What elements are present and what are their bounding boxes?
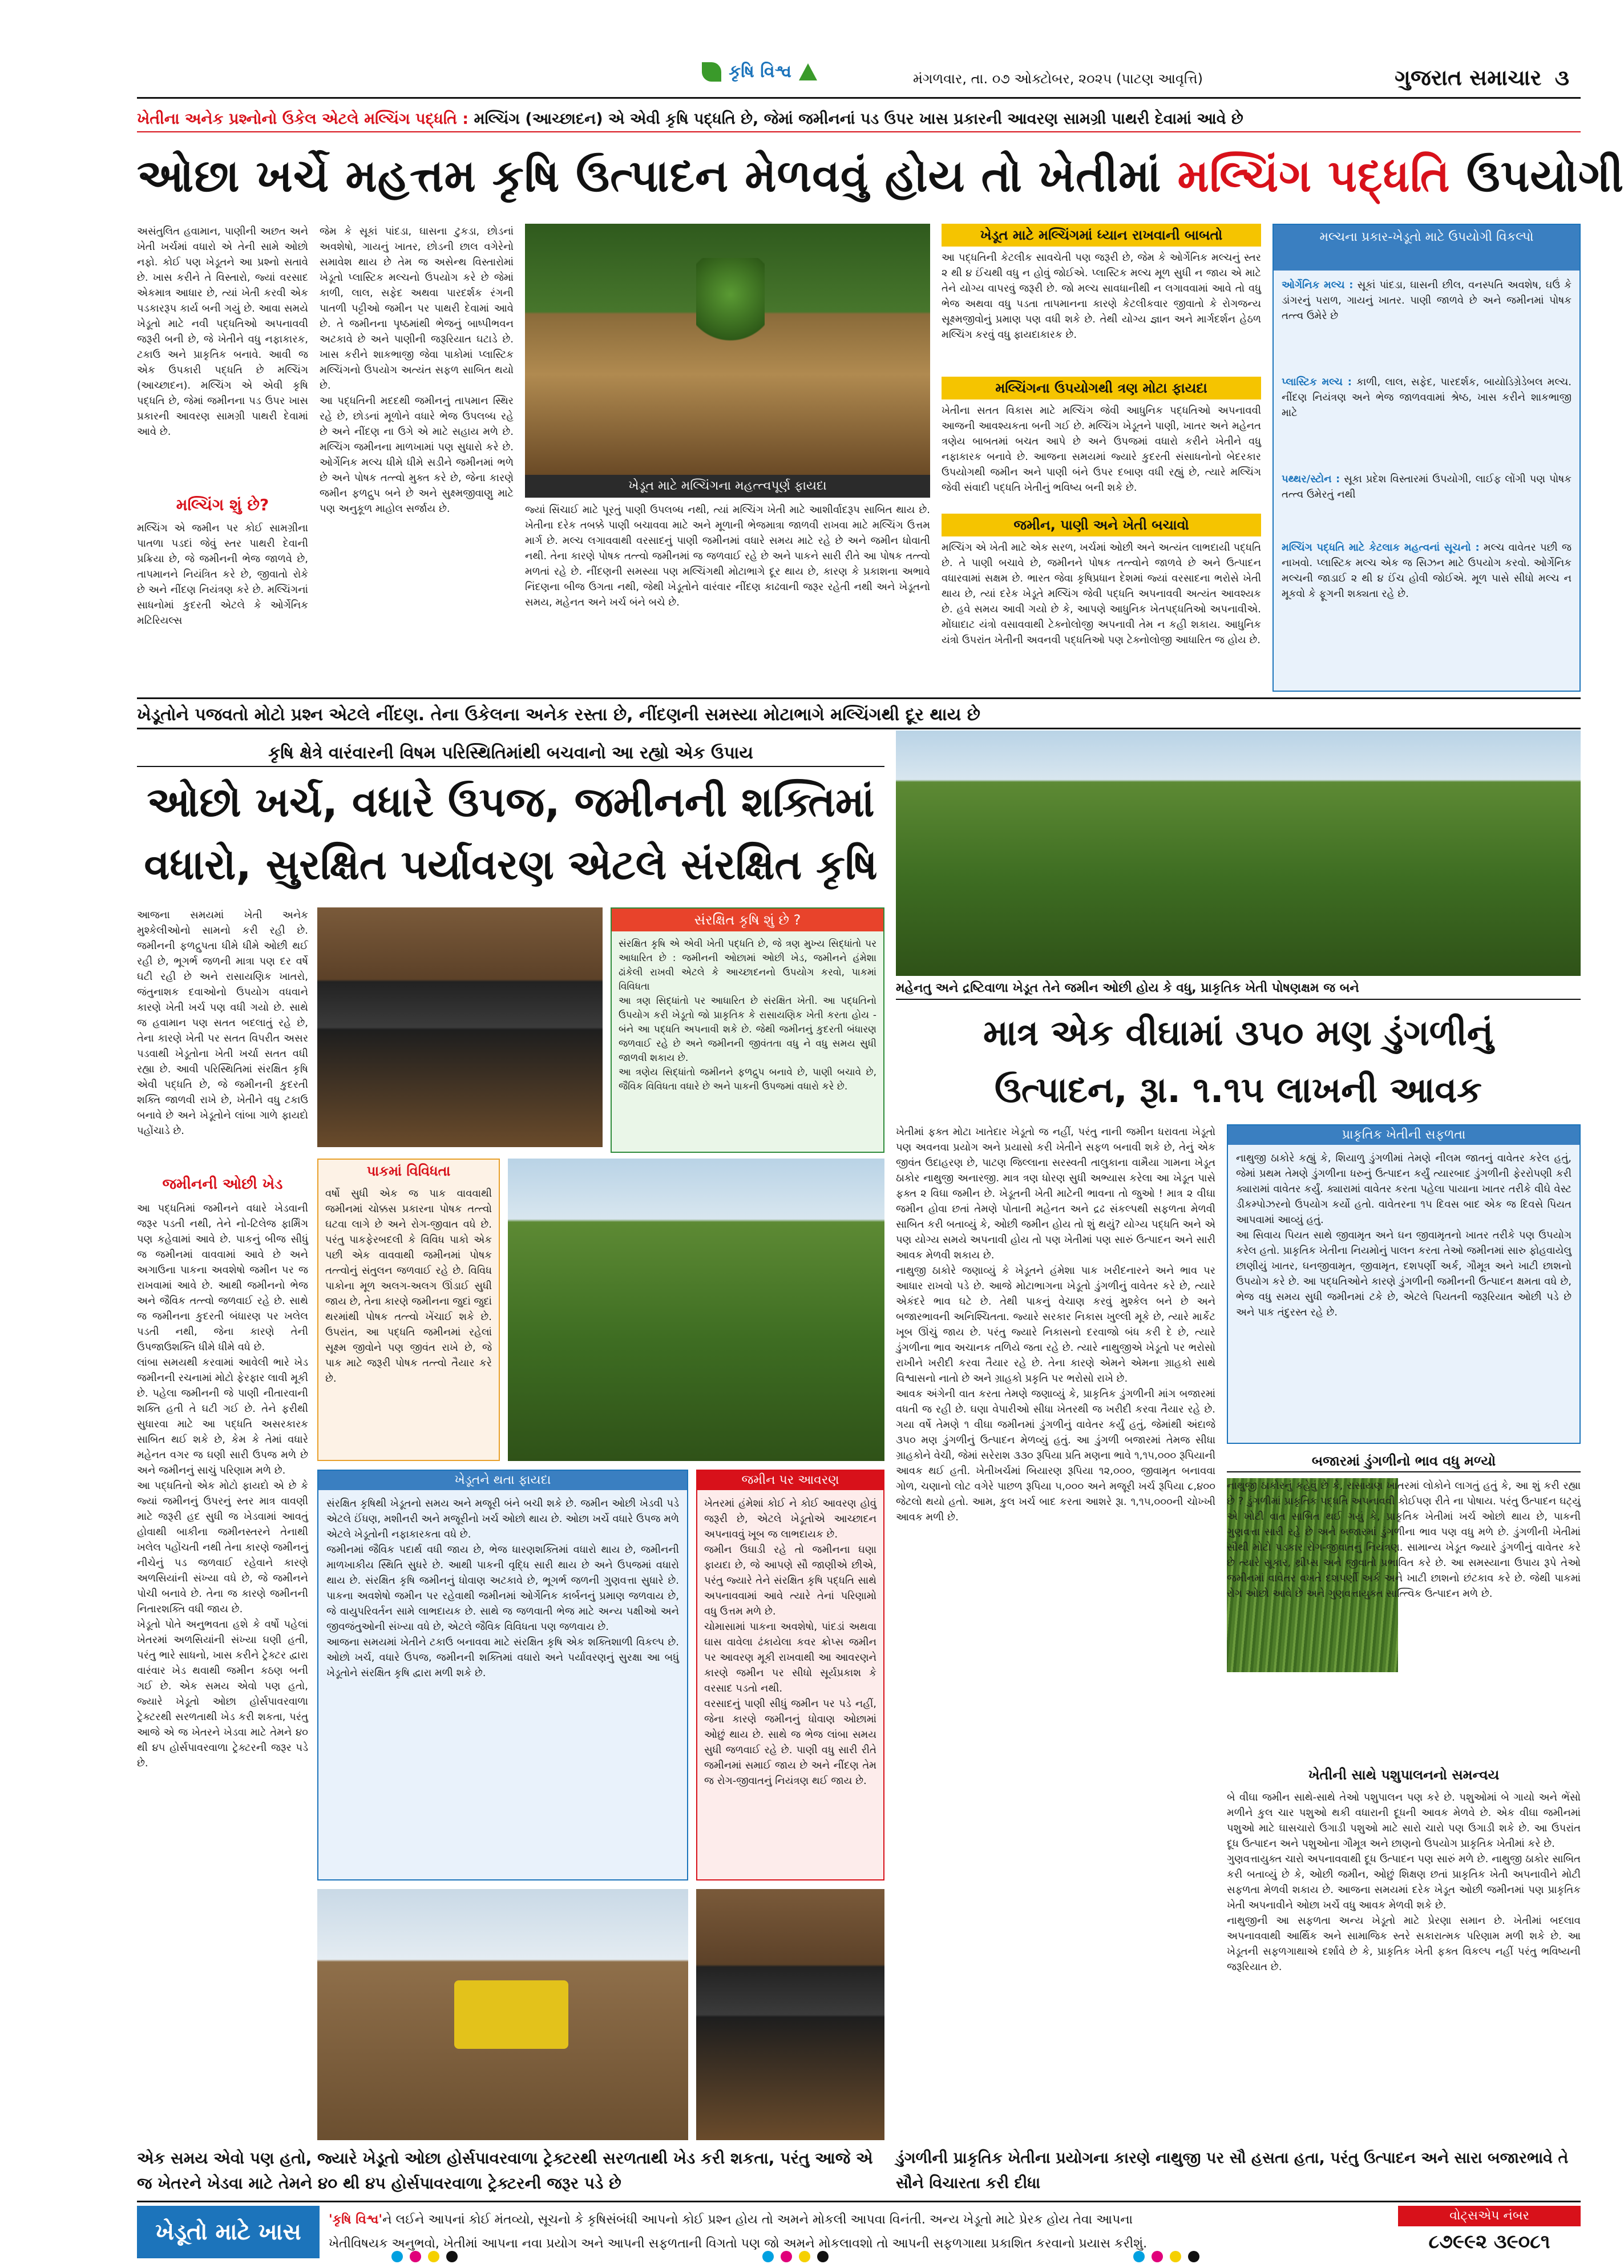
story1-below-photo: જ્યાં સિંચાઈ માટે પૂરતું પાણી ઉપલબ્ધ નથી, ત્યાં મલ્ચિંગ ખેતી માટે આશીર્વાદરૂપ સાબિત થાય છે. ખેતીના દરેક તબક્કે પાણી બચાવવા માટે અને મૂળાની ભેજમાત્રા જાળવી રાખવા માટે મલ્ચિંગ ઉત્તમ માર્ગ છે. મલ્ચ લગાવવાથી વરસાદનું પાણી જમીનમાં વધારે સમય માટે રહે છે અને જમીન ધોવાતી નથી. તેના કારણે પોષક તત્ત્વો જમીનમાં જ જળવાઈ રહે છે અને પાકને સારી રીતે આ પોષક તત્ત્વો મળતાં રહે છે. નીંદણની સમસ્યા પણ મલ્ચિંગથી મોટાભાગે દૂર થાય છે, કારણ કે પ્રકાશના અભાવે નિંદણના બીજ ઉગતા નથી, જેથી ખેડૂતોને વારંવાર નીંદણ કાઢવાની જરૂર રહેતી નથી અને ખેડૂતનો સમય, મહેનત અને ખર્ચ બંને બચે છે. [525, 504, 930, 608]
sidebar-item-plastic [1282, 374, 1572, 466]
magenta-dot [1152, 2251, 1163, 2262]
tractor-photo [317, 1889, 688, 2140]
box-crop-diversity-text: વર્ષો સુધી એક જ પાક વાવવાથી જમીનમાં ચોક્કસ પ્રકારના પોષક તત્ત્વો ઘટવા લાગે છે અને રોગ-જીવાત વધે છે. પરંતુ પાકફેરબદલી કે વિવિધ પાકો એક પછી એક વાવવાથી જમીનમાં પોષક તત્ત્વોનું સંતુલન જળવાઈ રહે છે. વિવિધ પાકોના મૂળ અલગ-અલગ ઊંડાઈ સુધી જાય છે, તેના કારણે જમીનના જુદાં જુદાં થરમાંથી પોષક તત્ત્વો ખેંચાઈ શકે છે. ઉપરાંત, આ પદ્ધતિ જમીનમાં રહેલાં સૂક્ષ્મ જીવોને પણ જીવંત રાખે છે, જે પાક માટે જરૂરી પોષક તત્ત્વો તૈયાર કરે છે. [325, 1188, 492, 1385]
footer-line2: ખેતીવિષયક અનુભવો, ખેતીમાં આપના નવા પ્રયોગ અને આપની સફળતાની વિગતો પણ જો અમને મોકલાવશો તો આપની સફળગાથા પ્રકાશિત કરવાનો પ્રયાસ કરીશું. [329, 2237, 1148, 2251]
story1-bar2: મલ્ચિંગના ઉપયોગથી ત્રણ મોટા ફાયદા [942, 377, 1261, 399]
yellow-dot [1170, 2251, 1181, 2262]
box-market-price-text: નાથુજી ઠાકોરનું કહેવું છે કે, રાસાયણ ખાતરમાં લોકોને લાગતું હતું કે, આ શું કરી રહ્યા છે ? ડુંગળીમાં પ્રાકૃતિક પદ્ધતિ અપનાવવી કોઈપણ રીતે ના પોષાય. પરંતુ ઉત્પાદન ઘટ્યું એ ખોટી વાત સાબિત થઈ ગયું કે, પ્રાકૃતિક ખેતીમાં ખર્ચ ઓછો થાય છે, પાકની ગુણવત્તા સારી રહે છે અને બજારમાં ડુંગળીના ભાવ પણ વધુ મળે છે. ડુંગળીની ખેતીમાં સૌથી મોટો પડકાર રોગ-જીવાતનું નિયંત્રણ. સામાન્ય ખેડૂત જ્યારે ડુંગળીનું વાવેતર કરે છે ત્યારે સૂકાર, થ્રીપ્સ અને જીવાતો પ્રભાવિત કરે છે. આ સમસ્યાના ઉપાય રૂપે તેઓ જમીનમાં વાવેતર વખતે દશપર્ણી અર્ક અને ખાટી છાશનો છંટકાવ કરે છે. જેથી પાકમાં રોગ ઓછો આવે છે અને ગુણવત્તાયુક્ત સાત્ત્વિક ઉત્પાદન મળે છે. [1227, 1480, 1581, 1600]
box-natural-success-title: પ્રાકૃતિક ખેતીની સફળતા [1228, 1125, 1579, 1145]
tractor-shape [454, 1980, 568, 2049]
plastic-mulch-photo [317, 907, 603, 1147]
page-number: ૩ [1554, 65, 1569, 90]
story2-col1b: આ પદ્ધતિમાં જમીનને વધારે ખેડવાની જરૂર પડતી નથી, તેને નો-ટિલેજ ફાર્મિંગ પણ કહેવામાં આવે છે. પાકનું બીજ સીધું જ જમીનમાં વાવવામાં આવે છે અને અગાઉના પાકના અવશેષો જમીન પર જ રાખવામાં આવે છે. આથી જમીનનો ભેજ અને જૈવિક તત્ત્વો જળવાઈ રહે છે. સાથે જ જમીનના કુદરતી બંધારણ પર ખલેલ પડતી નથી, જેના કારણે તેની ઉપજાઉશક્તિ ધીમે ધીમે વધે છે. લાંબા સમયથી કરવામાં આવેલી ભારે ખેડ જમીનની રચનામાં મોટો ફેરફાર લાવી મૂકી છે. પહેલા જમીનની જે પાણી નીતારવાની શક્તિ હતી તે ઘટી ગઈ છે. તેને ફરીથી સુધારવા માટે આ પદ્ધતિ અસરકારક સાબિત થઈ શકે છે, કેમ કે તેમાં વધારે મહેનત વગર જ ઘણી સારી ઉપજ મળે છે અને જમીનનું સાચું પરિણામ મળે છે. આ પદ્ધતિનો એક મોટો ફાયદો એ છે કે જ્યાં જમીનનું ઉપરનું સ્તર માત્ર વાવણી માટે જરૂરી હદ સુધી જ ખેડવામાં આવતું હોવાથી બાકીના જમીનસ્તરને તેનાથી ખલેલ પહોંચતી નથી તેના કારણે જમીનનું નીચેનું પડ જળવાઈ રહેવાને કારણે અળસિયાંની સંખ્યા વધે છે, જે જમીનને પોચી બનાવે છે. તેના જ કારણે જમીનની નિતારશક્તિ વધી જાય છે. ખેડૂતો પોતે અનુભવતા હશે કે વર્ષો પહેલાં ખેતરમાં અળસિયાંની સંખ્યા ઘણી હતી, પરંતુ ભારે સાધનો, ખાસ કરીને ટ્રેક્ટર દ્વારા વારંવાર ખેડ થવાથી જમીન કઠણ બની ગઈ છે. એક સમય એવો પણ હતો, જ્યારે ખેડૂતો ઓછા હોર્સપાવરવાળા ટ્રેક્ટરથી સરળતાથી ખેડ કરી શકતા, પરંતુ આજે એ જ ખેતરને ખેડવા માટે તેમને ૪૦ થી ૪૫ હોર્સપાવરવાળા ટ્રેક્ટરની જરૂર પડે છે. [137, 1202, 308, 1769]
magenta-dot [781, 2251, 792, 2262]
headline-part1: ઓછા ખર્ચે મહત્તમ કૃષિ ઉત્પાદન મેળવવું હોય તો ખેતીમાં [137, 151, 1178, 202]
story1-bar3-text: મલ્ચિંગ એ ખેતી માટે એક સરળ, ખર્ચમાં ઓછી અને અત્યંત લાભદાયી પદ્ધતિ છે. તે પાણી બચાવે છે, જમીનને પોષક તત્ત્વોને જાળવે છે અને ઉત્પાદન વધારવામાં સક્ષમ છે. ભારત જેવા કૃષિપ્રધાન દેશમાં જ્યાં વરસાદના ભરોસે ખેતી થાય છે, ત્યાં દરેક ખેડૂતે મલ્ચિંગ જેવી પદ્ધતિ અપનાવવી અત્યંત આવશ્યક છે. હવે સમય આવી ગયો છે કે, આપણે આધુનિક ખેતપદ્ધતિઓ અપનાવીએ. મોંઘાદાટ યંત્રો વસાવવાથી ટેક્નોલોજી અપનાવી તેમ ન કહી શકાય. આધુનિક યંત્રો ઉપરાંત ખેતીની અવનવી પદ્ધતિઓ પણ ટેક્નોલોજી આધારિત જ હોય છે. [942, 542, 1261, 646]
story2-sub1: જમીનની ઓછી ખેડ [162, 1176, 283, 1193]
box-market-price-title: બજારમાં ડુંગળીનો ભાવ વધુ મળ્યો [1227, 1450, 1581, 1472]
cyan-dot [762, 2251, 774, 2262]
headline-mulching [137, 139, 1624, 213]
reg-mark-left [388, 2251, 468, 2266]
header-rule [137, 97, 1581, 99]
story1-bar2-text: ખેતીના સતત વિકાસ માટે મલ્ચિંગ જેવી આધુનિક પદ્ધતિઓ અપનાવવી આજની આવશ્યકતા બની ગઈ છે. મલ્ચિંગ ખેડૂતને પાણી, ખાતર અને મહેનત ત્રણેય બાબતમાં બચત આપે છે અને ઉપજમાં વધારો કરીને ખેતીને વધુ નફાકારક બનાવે છે. આજના સમયમાં જ્યારે કુદરતી સંસાધનોનો બેદરકાર ઉપયોગથી જમીન અને પાણી બંને ઉપર દબાણ વધી રહ્યું છે, ત્યારે મલ્ચિંગ જેવી સંવાદી પદ્ધતિ ખેતીનું ભવિષ્ય બની શકે છે. [942, 405, 1261, 494]
box-land-cover-text: ખેતરમાં હંમેશાં કોઈ ને કોઈ આવરણ હોવું જરૂરી છે, એટલે ખેડૂતોએ આચ્છાદન અપનાવવું ખૂબ જ લાભદાયક છે. જમીન ઉઘાડી રહે તો જમીનના ઘણા ફાયદા છે, જે આપણે સૌ જાણીએ છીએ, પરંતુ જ્યારે તેને સંરક્ષિત કૃષિ પદ્ધતિ સાથે અપનાવવામાં આવે ત્યારે તેનાં પરિણામો વધુ ઉત્તમ મળે છે. ચોમાસામાં પાકના અવશેષો, પાંદડાં અથવા ઘાસ વાવેલા ઢંકાયેલા કવર ક્રોપ્સ જમીન પર આવરણ મૂકી રાખવાથી આ આવરણને કારણે જમીન પર સીધો સૂર્યપ્રકાશ કે વરસાદ પડતો નથી. વરસાદનું પાણી સીધું જમીન પર પડે નહીં, જેના કારણે જમીનનું ધોવાણ ઓછામાં ઓછું થાય છે. સાથે જ ભેજ લાંબા સમય સુધી જળવાઈ રહે છે. પાણી વધુ સારી રીતે જમીનમાં સમાઈ જાય છે અને નીંદણ તેમ જ રોગ-જીવાતનું નિયંત્રણ થઈ જાય છે. [704, 1498, 876, 1787]
organic-label: ઓર્ગેનિક મલ્ચ : [1282, 279, 1354, 291]
story1-bar1: ખેડૂત માટે મલ્ચિંગમાં ધ્યાન રાખવાની બાબતો [942, 224, 1261, 247]
black-dot [1188, 2251, 1199, 2262]
box-land-cover [696, 1470, 884, 1880]
plastic-rows-photo [696, 1889, 884, 2140]
page-header [0, 0, 1598, 103]
story3-headline-1: માત્ર એક વીઘામાં ૩૫૦ મણ ડુંગળીનું [983, 1012, 1493, 1054]
footer-quote: 'કૃષિ વિશ્વ' [329, 2213, 383, 2227]
footer-label: ખેડૂતો માટે ખાસ [137, 2206, 320, 2258]
cyan-dot [391, 2251, 403, 2262]
top-strip [137, 106, 1581, 132]
plastic-label: પ્લાસ્ટિક મલ્ચ : [1282, 376, 1352, 388]
box-what-is-text: સંરક્ષિત કૃષિ એ એવી ખેતી પદ્ધતિ છે, જે ત્રણ મુખ્ય સિદ્ધાંતો પર આધારિત છે : જમીનની ઓછામાં ઓછી ખેડ, જમીનને હંમેશા ઢાંકેલી રાખવી એટલે કે આચ્છાદનનો ઉપયોગ કરવો, પાકમાં વિવિધતા આ ત્રણ સિદ્ધાંતો પર આધારિત છે સંરક્ષિત ખેતી. આ પદ્ધતિનો ઉપયોગ કરી ખેડૂતો જો પ્રાકૃતિક કે રાસાયણિક ખેતી કરતા હોય - બંને આ પદ્ધતિ અપનાવી શકે છે. જેથી જમીનનું કુદરતી બંધારણ જળવાઈ રહે છે અને જમીનની જીવંતતા વધુ ને વધુ સમય સુધી જાળવી શકાય છે. આ ત્રણેય સિદ્ધાંતો જમીનને ફળદ્રુપ બનાવે છે, પાણી બચાવે છે, જૈવિક વિવિધતા વધારે છે અને પાકની ઉપજમાં વધારો કરે છે. [619, 938, 876, 1092]
paper-name [1312, 60, 1569, 95]
box-natural-success-text: નાથુજી ઠાકોરે કહ્યું કે, શિયાળુ ડુંગળીમાં તેમણે નીલમ જાતનું વાવેતર કરેલ હતું, જેમાં પ્રથમ તેમણે ડુંગળીના ધરુનું ઉત્પાદન કર્યું ત્યારબાદ ડુંગળીની ફેરરોપણી કરી ક્યારામાં વાવેતર કર્યું. ક્યારામાં વાવેતર કરતા પહેલા પાયાના ખાતર તરીકે વીઘે વેસ્ટ ડીકમ્પોઝરનો ઉપયોગ કર્યો હતો. વાવેતરના ૧૫ દિવસ બાદ એક જ દિવસે પિયત આપવામાં આવ્યું હતું. આ સિવાય પિયત સાથે જીવામૃત અને ઘન જીવામૃતનો ખાતર તરીકે પણ ઉપયોગ કરેલ હતો. પ્રાકૃતિક ખેતીના નિયમોનું પાલન કરતા તેઓ જમીનમાં સારુ ફોહવાયેલુ છાણીયું ખાતર, ઘનજીવામૃત, જીવામૃત, દશપર્ણી અર્ક, ગૌમૂત્ર અને ખાટી છાશનો ઉપયોગ કરે છે. આ પદ્ધતિઓને કારણે ડુંગળીની જમીનની ઉત્પાદન ક્ષમતા વધે છે, ભેજ વધુ સમય સુધી જમીનમાં ટકે છે, એટલે પિયતની જરૂરિયાત ઓછી પડે છે અને પાક તંદુરસ્ત રહે છે. [1236, 1152, 1572, 1318]
story1-subhead: મલ્ચિંગ શું છે? [176, 495, 269, 514]
sidebar-title: મલ્ચના પ્રકાર-ખેડૂતો માટે ઉપયોગી વિકલ્પો [1274, 225, 1579, 271]
stone-text: સૂકા પ્રદેશ વિસ્તારમાં ઉપયોગી, લાઈફ લોંગી પણ પોષક તત્ત્વ ઉમેરતું નથી [1282, 473, 1572, 501]
box-what-is-title: સંરક્ષિત કૃષિ શું છે ? [612, 909, 883, 931]
box-crop-diversity [317, 1159, 500, 1461]
headline-part2: ઉપયોગી [1450, 151, 1624, 202]
story1-col2: જેમ કે સૂકાં પાંદડા, ઘાસના ટુકડા, છોડનાં અવશેષો, ગાયનું ખાતર, છોડની છાલ વગેરેનો સમાવેશ થાય છે તેમ જ અસેન્થ વિસ્તારોમાં ખેડૂતો પ્લાસ્ટિક મલ્ચનો ઉપયોગ કરે છે જેમાં કાળી, લાલ, સફેદ અથવા પારદર્શક રંગની પાતળી પટ્ટીઓ જમીન પર પાથરી દેવામાં આવે છે. તે જમીનના પૃષ્ઠમાંથી ભેજનું બાષ્પીભવન અટકાવે છે અને પાણીની જરૂરિયાત ઘટાડે છે. ખાસ કરીને શાકભાજી જેવા પાકોમાં પ્લાસ્ટિક મલ્ચિંગનો ઉપયોગ અત્યંત સફળ સાબિત થયો છે. આ પદ્ધતિની મદદથી જમીનનું તાપમાન સ્થિર રહે છે, છોડનાં મૂળોને વધારે ભેજ ઉપલબ્ધ રહે છે અને નીંદણ ના ઉગે એ માટે સહાય મળે છે. મલ્ચિંગ જમીનના માળખામાં પણ સુધારો કરે છે. ઓર્ગેનિક મલ્ચ ધીમે ધીમે સડીને જમીનમાં ભળે છે અને પોષક તત્ત્વો મુક્ત કરે છે, જેના કારણે જમીન ફળદ્રુપ બને છે અને સુક્ષ્મજીવાણુ માટે પણ અનુકૂળ માહોલ સર્જાય છે. [320, 225, 514, 515]
story2-kicker: કૃષિ ક્ષેત્રે વારંવારની વિષમ પરિસ્થિતિમાંથી બચવાનો આ રહ્યો એક ઉપાય [137, 740, 884, 767]
sidebar-tips [1282, 540, 1572, 686]
black-dot [817, 2251, 829, 2262]
box-land-cover-title: જમીન પર આવરણ [697, 1471, 883, 1490]
box-benefits-text: સંરક્ષિત કૃષિથી ખેડૂતનો સમય અને મજૂરી બંને બચી શકે છે. જમીન ઓછી ખેડવી પડે એટલે ઈંધણ, મશીનરી અને મજૂરીનો ખર્ચ ઓછો થાય છે. ઓછા ખર્ચે વધારે ઉપજ મળે એટલે ખેડૂતોની નફાકારકતા વધે છે. જમીનમાં જૈવિક પદાર્થ વધી જાય છે, ભેજ ધારણશક્તિમાં વધારો થાય છે, જમીનની માળખાકીય સ્થિતિ સુધરે છે. આથી પાકની વૃદ્ધિ સારી થાય છે અને ઉપજમાં વધારો થાય છે. સંરક્ષિત કૃષિ જમીનનું ધોવાણ અટકાવે છે, ભૂગર્ભ જળની ગુણવત્તા સુધારે છે. પાકના અવશેષો જમીન પર રહેવાથી જમીનમાં ઓર્ગેનિક કાર્બનનું પ્રમાણ જળવાય છે, જે વાયુપરિવર્તન સામે લાભદાયક છે. સાથે જ જળવાતી ભેજ માટે અન્ય પક્ષીઓ અને જીવજંતુઓની સંખ્યા વધે છે, એટલે જૈવિક વિવિધતા પણ જળવાય છે. આજના સમયમાં ખેતીને ટકાઉ બનાવવા માટે સંરક્ષિત કૃષિ એક શક્તિશાળી વિકલ્પ છે. ઓછો ખર્ચ, વધારે ઉપજ, જમીનની શક્તિમાં વધારો અને પર્યાવરણનું સુરક્ષા આ બધું ખેડૂતોને સંરક્ષિત કૃષિ દ્વારા મળી શકે છે. [326, 1498, 679, 1679]
sidebar-mulch-types [1272, 224, 1581, 692]
footer-line1: ને લઈને આપનાં કોઈ મંતવ્યો, સૂચનો કે કૃષિસંબંધી આપનો કોઈ પ્રશ્ન હોય તો અમને મોકલી આપવા વિનંતી. અન્ય ખેડૂતો માટે પ્રેરક હોય તેવા આપના [382, 2213, 1133, 2227]
yellow-dot [799, 2251, 810, 2262]
story3-headline-2: ઉત્પાદન, રૂા. ૧.૧૫ લાખની આવક [995, 1069, 1482, 1111]
box-animal-husbandry-title: ખેતીની સાથે પશુપાલનનો સમન્વય [1308, 1767, 1500, 1783]
story2-banner: એક સમય એવો પણ હતો, જ્યારે ખેડૂતો ઓછા હોર્સપાવરવાળા ટ્રેક્ટરથી સરળતાથી ખેડ કરી શકતા, પરંતુ આજે એ જ ખેતરને ખેડવા માટે તેમને ૪૦ થી ૪૫ હોર્સપાવરવાળા ટ્રેક્ટરની જરૂર પડે છે [137, 2149, 873, 2193]
stone-label: પથ્થર/સ્ટોન : [1282, 473, 1340, 485]
story2-col1: આજના સમયમાં ખેતી અનેક મુશ્કેલીઓનો સામનો કરી રહી છે. જમીનની ફળદ્રુપતા ધીમે ધીમે ઓછી થઈ રહી છે, ભૂગર્ભ જળની માત્રા પણ દર વર્ષે ઘટી રહી છે અને રાસાયણિક ખાતરો, જંતુનાશક દવાઓનો ઉપયોગ વધવાને કારણે ખેતી ખર્ચ પણ વધી ગયો છે. સાથે જ હવામાન પણ સતત બદલાતું રહે છે, તેના કારણે ખેતી પર સતત વિપરીત અસર પડવાથી ખેડૂતોના ખેતી ખર્ચા સતત વધી રહ્યા છે. આવી પરિસ્થિતિમાં સંરક્ષિત કૃષિ એવી પદ્ધતિ છે, જે જમીનની કુદરતી શક્તિ જાળવી રાખે છે, ખેતીને વધુ ટકાઉ બનાવે છે અને ખેડૂતોને લાંબા ગાળે ફાયદો પહોંચાડે છે. [137, 909, 308, 1137]
reg-mark-right [1130, 2251, 1210, 2266]
story1-col1b: મલ્ચિંગ એ જમીન પર કોઈ સામગ્રીના પાતળા પડદાં જેવું સ્તર પાથરી દેવાની પ્રક્રિયા છે, જે જમીનની ભેજ જાળવે છે, તાપમાનને નિયંત્રિત કરે છે, જીવાતો રોકે છે અને નીંદણ નિયંત્રણ કરે છે. મલ્ચિંગનાં સાધનોમાં કુદરતી એટલે કે ઓર્ગેનિક મટિરિયલ્સ [137, 522, 308, 627]
story2-headline-2: વધારો, સુરક્ષિત પર્યાવરણ એટલે સંરક્ષિત કૃષિ [144, 841, 878, 889]
paper-name-text: ગુજરાત સમાચાર [1395, 65, 1542, 90]
headline-red: મલ્ચિંગ પદ્ધતિ [1177, 151, 1451, 202]
plant-shape [696, 258, 765, 349]
story2-headline-1: ઓછો ખર્ચ, વધારે ઉપજ, જમીનની શક્તિમાં [147, 778, 875, 826]
story1-bar3: જમીન, પાણી અને ખેતી બચાવો [942, 514, 1261, 536]
whatsapp-number: ૮૭૯૯૨ ૩૯૦૮૧ [1428, 2230, 1550, 2253]
reg-mark-middle [759, 2251, 839, 2266]
header-logo [702, 62, 867, 95]
box-benefits [317, 1470, 688, 1880]
tips-text: મલ્ચ વાવેતર પછી જ નાખવો. પ્લાસ્ટિક મલ્ચ એક જ સિઝન માટે ઉપયોગ કરવો. ઓર્ગેનિક મલ્ચની જાડાઈ ૨ થી ૪ ઈંચ હોવી જોઈએ. મૂળ પાસે સીધો મલ્ચ ન મૂકવો કે ફૂગની શક્યતા રહે છે. [1282, 542, 1572, 600]
black-dot [446, 2251, 458, 2262]
mulch-photo-caption: ખેડૂત માટે મલ્ચિંગના મહત્ત્વપૂર્ણ ફાયદા [525, 475, 930, 498]
box-natural-success [1227, 1124, 1581, 1444]
leaf-icon [702, 62, 721, 82]
tips-label: મલ્ચિંગ પદ્ધતિ માટે કેટલાક મહત્વનાં સૂચનો : [1282, 542, 1480, 554]
tree-icon [799, 63, 817, 80]
top-strip-text: મલ્ચિંગ (આચ્છાદન) એ એવી કૃષિ પદ્ધતિ છે, જેમાં જમીનનાં પડ ઉપર ખાસ પ્રકારની આવરણ સામગ્રી પાથરી દેવામાં આવે છે [468, 110, 1243, 128]
story1-col1: અસંતુલિત હવામાન, પાણીની અછત અને ખેતી ખર્ચમાં વધારો એ તેની સામે ઓછો નફો. કોઈ પણ ખેડૂતને આ પ્રશ્નો સતાવે છે. ખાસ કરીને તે વિસ્તારો, જ્યાં વરસાદ એકમાત્ર આધાર છે, ત્યાં ખેતી કરવી એક પડકારરૂપ કાર્ય બની ગયું છે. આવા સમયે ખેડૂતો માટે નવી પદ્ધતિઓ અપનાવવી જરૂરી બની છે, જે ખેતીને વધુ નફાકારક, ટકાઉ અને પ્રાકૃતિક બનાવે. આવી જ એક ઉપકારી પદ્ધતિ છે મલ્ચિંગ (આચ્છાદન). મલ્ચિંગ એ એવી કૃષિ પદ્ધતિ છે, જેમાં જમીનના પડ ઉપર ખાસ પ્રકારની આવરણ સામગ્રી પાથરી દેવામાં આવે છે. [137, 225, 308, 438]
sidebar-item-organic [1282, 277, 1572, 369]
yellow-dot [428, 2251, 439, 2262]
story3-col1: ખેતીમાં ફક્ત મોટા ખાતેદાર ખેડૂતો જ નહીં, પરંતુ નાની જમીન ધરાવતા ખેડૂતો પણ અવનવા પ્રયોગ અને પ્રયાસો કરી ખેતીને સફળ બનાવી શકે છે, તેનું એક જીવંત ઉદાહરણ છે, પાટણ જિલ્લાના સરસ્વતી તાલુકાના વામૈયા ગામના ખેડૂત ઠાકોર નાથુજી અનારજી. માત્ર ત્રણ ધોરણ સુધી અભ્યાસ કરેલા આ ખેડૂત પાસે ફક્ત ૨ વિઘા જમીન છે. ખેડૂતની ખેતી માટેની ભાવના તો જુઓ ! માત્ર ૨ વીઘા જમીન હોવા છતાં તેમણે પોતાની મહેનત અને દ્રઢ સંકલ્પથી સફળતા મેળવી સાબિત કરી બતાવ્યું કે, ઓછી જમીન હોય તો શું થયું? યોગ્ય પદ્ધતિ અને એ પણ યોગ્ય સમયે અપનાવી હોય તો પણ ખેતીમાં પણ સારું ઉત્પાદન અને સારી આવક મેળવી શકાય છે. નાથુજી ઠાકોરે જણાવ્યું કે ખેડૂતને હંમેશા પાક ખરીદનારને અને ભાવ પર આધાર રાખવો પડે છે. આજે મોટાભાગના ખેડૂતો ડુંગળીનું વાવેતર કરે છે, ત્યારે એકંદરે ભાવ ઘટે છે. તેથી પાકનું વેચાણ કરવું મુશ્કેલ બને છે અને બજારભાવની અનિશ્ચિતતા. જ્યારે સરકાર નિકાસ ખુલ્લી મૂકે છે, ત્યારે માર્કેટ ખૂબ ઊંચું જાય છે. પરંતુ જ્યારે નિકાસનો દરવાજો બંધ કરી દે છે, ત્યારે ડુંગળીના ભાવ અચાનક તળિયે જતા રહે છે. ત્યારે નાથુજીએ ખેડૂતો પર ભરોસો રાખીને ખરીદી કરવા તૈયાર રહે છે. તેના કારણે એમને એમના ગ્રાહકો સાથે વિશ્વાસનો નાતો છે અને ગ્રાહકો પ્રકૃતિ પર ભરોસો રાખે છે. આવક અંગેની વાત કરતા તેમણે જણાવ્યું કે, પ્રાકૃતિક ડુંગળીની માંગ બજારમાં વધતી જ રહી છે. ઘણા વેપારીઓ સીધા ખેતરથી જ ખરીદી કરવા તૈયાર રહે છે. ગયા વર્ષે તેમણે ૧ વીઘા જમીનમાં ડુંગળીનું વાવેતર કર્યું હતું, જેમાંથી અંદાજે ૩૫૦ મણ ડુંગળીનું ઉત્પાદન મેળવ્યું હતું. આ ડુંગળી બજારમાં તેમજ સીધા ગ્રાહકોને વેચી, જેમાં સરેરાશ ૩૩૦ રૂપિયા પ્રતિ મણના ભાવે ૧,૧૫,૦૦૦ રૂપિયાની આવક થઈ હતી. ખેતીખર્ચમાં બિયારણ રૂપિયા ૧૨,૦૦૦, જીવામૃત બનાવવા ગોળ, ચણાનો લોટ વગેરે પાછળ રૂપિયા ૫,૦૦૦ અને મજૂરી ખર્ચ રૂપિયા ૮,૪૦૦ જેટલો થયો હતો. આમ, કુલ ખર્ચ બાદ કરતા આશરે રૂા. ૧,૧૫,૦૦૦ની ચોખ્ખી આવક મળી છે. [896, 1126, 1215, 1523]
magenta-dot [410, 2251, 421, 2262]
whatsapp-label: વોટ્સએપ નંબર [1398, 2206, 1581, 2226]
registration-marks [0, 2249, 1598, 2268]
sidebar-item-stone [1282, 471, 1572, 534]
cyan-dot [1133, 2251, 1145, 2262]
box-crop-diversity-title: પાકમાં વિવિધતા [366, 1163, 451, 1179]
organic-text: સૂકાં પાંદડા, ઘાસની છીલ, વનસ્પતિ અવશેષ, ઘઉં કે ડાંગરનું પરાળ, ગાયનું ખાતર. પાણી જાળવે છે અને જમીનમાં પોષક તત્ત્વ ઉમેરે છે [1282, 279, 1572, 322]
onion-photo-caption: મહેનતુ અને દ્રષ્ટિવાળા ખેડૂત તેને જમીન ઓછી હોય કે વધુ, પ્રાકૃતિક ખેતી પોષણક્ષમ જ બને [896, 977, 1581, 1000]
story1-bar1-text: આ પદ્ધતિની કેટલીક સાવચેતી પણ જરૂરી છે, જેમ કે ઓર્ગેનિક મલ્ચનું સ્તર ૨ થી ૪ ઈંચથી વધુ ન હોવું જોઈએ. પ્લાસ્ટિક મલ્ચ મૂળ સુધી ન જાય એ માટે તેને યોગ્ય વાપરવું જરૂરી છે. જો મલ્ચ સાવધાનીથી ન લગાવવામાં આવે તો વધુ ભેજ અથવા વધુ પડતા તાપમાનના કારણે કેટલીકવાર જીવાતો કે રોગજન્ય સૂક્ષ્મજીવોનું પ્રમાણ પણ વધી શકે છે. તેથી યોગ્ય જ્ઞાન અને માર્ગદર્શન હેઠળ મલ્ચિંગ કરવું વધુ ફાયદાકારક છે. [942, 252, 1261, 341]
story3-banner: ડુંગળીની પ્રાકૃતિક ખેતીના પ્રયોગના કારણે નાથુજી પર સૌ હસતા હતા, પરંતુ ઉત્પાદન અને સારા બજારભાવે તે સૌને વિચારતા કરી દીધા [896, 2149, 1569, 2192]
header-date: મંગળવાર, તા. ૦૭ ઓક્ટોબર, ૨૦૨૫ (પાટણ આવૃત્તિ) [913, 71, 1203, 87]
box-benefits-title: ખેડૂતને થતા ફાયદા [318, 1471, 687, 1490]
story1-banner: ખેડૂતોને પજવતો મોટો પ્રશ્ન એટલે નીંદણ. તેના ઉકેલના અનેક રસ્તા છે, નીંદણની સમસ્યા મોટાભાગે મલ્ચિંગથી દૂર થાય છે [137, 697, 1581, 729]
crop-field-photo [508, 1159, 884, 1461]
mulch-photo [525, 224, 930, 475]
logo-text: કૃષિ વિશ્વ [729, 62, 791, 82]
onion-field-photo [896, 731, 1581, 976]
box-animal-husbandry-text: બે વીઘા જમીન સાથે-સાથે તેઓ પશુપાલન પણ કરે છે. પશુઓમાં બે ગાયો અને ભેંસો મળીને કુલ ચાર પશુઓ થકી વધારાની દૂધની આવક મેળવે છે. એક વીઘા જમીનમાં પશુઓ માટે ઘાસચારો ઉગાડી પશુઓ માટે સારો ચારો પણ ઉગાડી શકે છે. આ ઉપરાંત દૂધ ઉત્પાદન અને પશુઓના ગૌમૂત્ર અને છાણનો ઉપયોગ પ્રાકૃતિક ખેતીમાં કરે છે. ગુણવત્તાયુક્ત ચારો અપનાવવાથી દૂધ ઉત્પાદન પણ સારું મળે છે. નાથુજી ઠાકોર સાબિત કરી બતાવ્યું છે કે, ઓછી જમીન, ઓછું શિક્ષણ છતાં પ્રાકૃતિક ખેતી અપનાવીને મોટી સફળતા મેળવી શકાય છે. આજના સમયમાં દરેક ખેડૂત ઓછી જમીનમાં પણ પ્રાકૃતિક ખેતી અપનાવીને ઓછા ખર્ચે વધુ આવક મેળવી શકે છે. નાથુજીની આ સફળતા અન્ય ખેડૂતો માટે પ્રેરણા સમાન છે. ખેતીમાં બદલાવ અપનાવવાથી આર્થિક અને સામાજિક સ્તરે સકારાત્મક પરિણામ મળી શકે છે. આ ખેડૂતની સફળગાથાએ દર્શાવે છે કે, પ્રાકૃતિક ખેતી ફક્ત વિકલ્પ નહીં પરંતુ ભવિષ્યની જરૂરિયાત છે. [1227, 1791, 1581, 1973]
box-what-is [611, 907, 884, 1153]
top-strip-red: ખેતીના અનેક પ્રશ્નોનો ઉકેલ એટલે મલ્ચિંગ પદ્ધતિ : [137, 110, 469, 128]
plastic-text: કાળી, લાલ, સફેદ, પારદર્શક, બાયોડિગ્રેડેબલ મલ્ચ. નીંદણ નિયંત્રણ અને ભેજ જાળવવામાં શ્રેષ્ઠ, ખાસ કરીને શાકભાજી માટે [1282, 376, 1572, 419]
